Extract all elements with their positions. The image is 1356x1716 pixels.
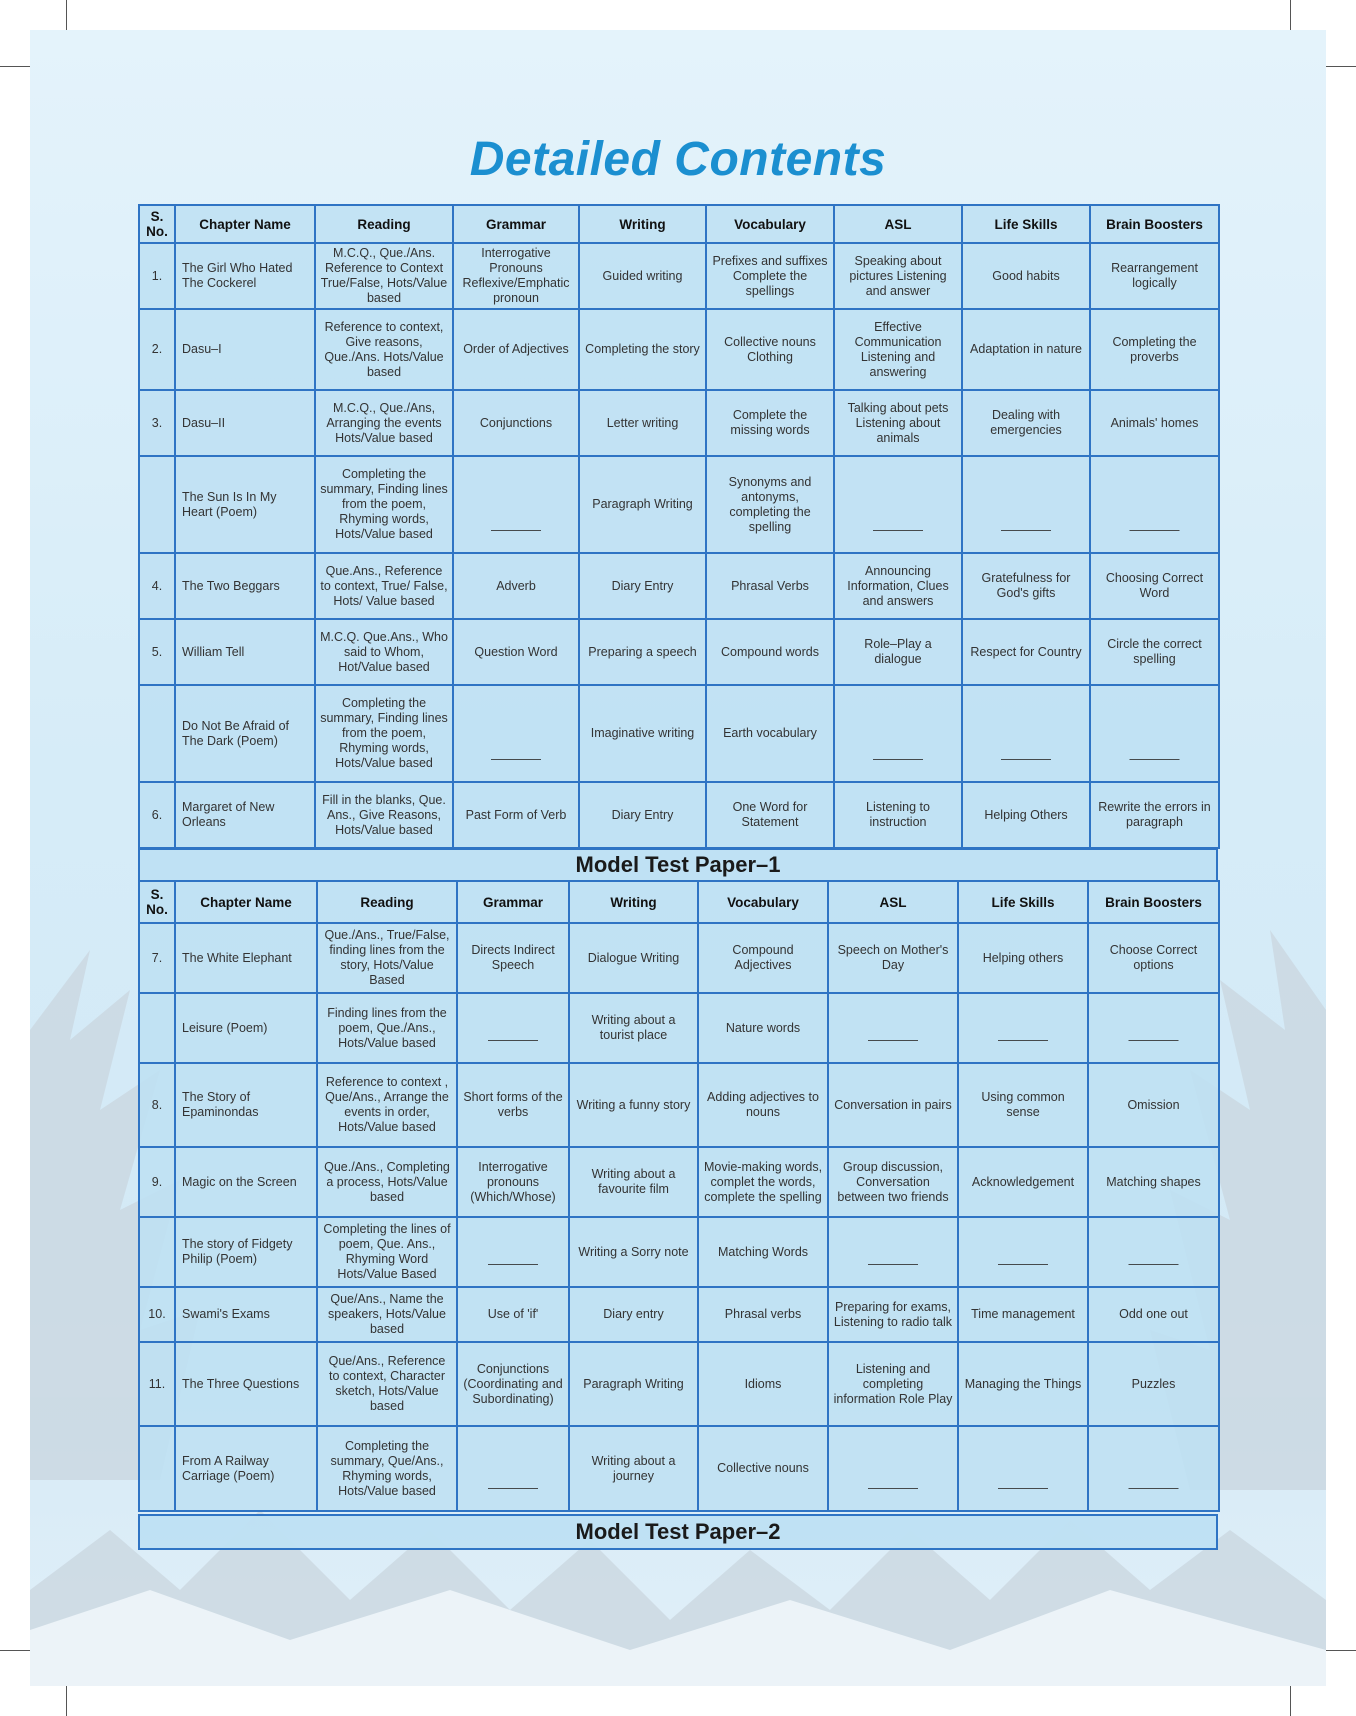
vocabulary-cell: Compound words (706, 619, 834, 685)
brain-boosters-cell: Odd one out (1088, 1287, 1219, 1342)
col-header-life-skills: Life Skills (962, 205, 1090, 243)
chapter-name: William Tell (175, 619, 315, 685)
vocabulary-cell: One Word for Statement (706, 782, 834, 848)
asl-cell: Group discussion, Conversation between two friends (828, 1147, 958, 1217)
col-header-chapter: Chapter Name (175, 881, 317, 923)
col-header-writing: Writing (579, 205, 706, 243)
grammar-cell: ———— (457, 1217, 569, 1287)
grammar-cell: ———— (453, 685, 579, 782)
vocabulary-cell: Complete the missing words (706, 390, 834, 456)
life-skills-cell: Acknowledgement (958, 1147, 1088, 1217)
asl-cell: ———— (828, 1217, 958, 1287)
col-header-writing: Writing (569, 881, 698, 923)
reading-cell: Que./Ans., True/False, finding lines from the story, Hots/Value Based (317, 923, 457, 993)
vocabulary-cell: Phrasal verbs (698, 1287, 828, 1342)
reading-cell: M.C.Q., Que./Ans, Arranging the events Hots/Value based (315, 390, 453, 456)
table-row (139, 390, 1219, 456)
reading-cell: Completing the summary, Finding lines from the poem, Rhyming words, Hots/Value based (315, 685, 453, 782)
model-test-paper-2: Model Test Paper–2 (138, 1514, 1218, 1550)
brain-boosters-cell: Choose Correct options (1088, 923, 1219, 993)
asl-cell: Talking about pets Listening about animals (834, 390, 962, 456)
vocabulary-cell: Collective nouns Clothing (706, 309, 834, 390)
table-row (139, 309, 1219, 390)
grammar-cell: ———— (457, 993, 569, 1063)
table-row (139, 923, 1219, 993)
writing-cell: Imaginative writing (579, 685, 706, 782)
chapter-name: From A Railway Carriage (Poem) (175, 1426, 317, 1511)
grammar-cell: Order of Adjectives (453, 309, 579, 390)
serial-number: 9. (139, 1147, 175, 1217)
table-row (139, 1342, 1219, 1426)
vocabulary-cell: Movie-making words, complet the words, complete the spelling (698, 1147, 828, 1217)
grammar-cell: Adverb (453, 553, 579, 619)
col-header-asl: ASL (834, 205, 962, 243)
vocabulary-cell: Adding adjectives to nouns (698, 1063, 828, 1147)
table-row (139, 243, 1219, 309)
writing-cell: Guided writing (579, 243, 706, 309)
col-header-reading: Reading (317, 881, 457, 923)
crop-mark (66, 1686, 67, 1716)
life-skills-cell: ———— (958, 1217, 1088, 1287)
contents-table-1 (138, 204, 1220, 849)
asl-cell: ———— (828, 993, 958, 1063)
chapter-name: Leisure (Poem) (175, 993, 317, 1063)
vocabulary-cell: Synonyms and antonyms, completing the spelling (706, 456, 834, 553)
asl-cell: Speaking about pictures Listening and answer (834, 243, 962, 309)
crop-mark (1326, 66, 1356, 67)
brain-boosters-cell: Animals' homes (1090, 390, 1219, 456)
col-header-chapter: Chapter Name (175, 205, 315, 243)
chapter-name: Dasu–II (175, 390, 315, 456)
writing-cell: Preparing a speech (579, 619, 706, 685)
serial-number: 2. (139, 309, 175, 390)
serial-number (139, 1217, 175, 1287)
chapter-name: The story of Fidgety Philip (Poem) (175, 1217, 317, 1287)
brain-boosters-cell: Circle the correct spelling (1090, 619, 1219, 685)
grammar-cell: Use of 'if' (457, 1287, 569, 1342)
grammar-cell: Interrogative pronouns (Which/Whose) (457, 1147, 569, 1217)
writing-cell: Diary Entry (579, 553, 706, 619)
brain-boosters-cell: ———— (1088, 1217, 1219, 1287)
grammar-cell: Directs Indirect Speech (457, 923, 569, 993)
writing-cell: Dialogue Writing (569, 923, 698, 993)
col-header-sno: S. No. (139, 881, 175, 923)
life-skills-cell: Good habits (962, 243, 1090, 309)
chapter-name: Do Not Be Afraid of The Dark (Poem) (175, 685, 315, 782)
serial-number: 4. (139, 553, 175, 619)
reading-cell: Fill in the blanks, Que. Ans., Give Reasons, Hots/Value based (315, 782, 453, 848)
grammar-cell: Question Word (453, 619, 579, 685)
col-header-life-skills: Life Skills (958, 881, 1088, 923)
vocabulary-cell: Idioms (698, 1342, 828, 1426)
brain-boosters-cell: ———— (1090, 685, 1219, 782)
reading-cell: Completing the summary, Finding lines from the poem, Rhyming words, Hots/Value based (315, 456, 453, 553)
asl-cell: Effective Communication Listening and answering (834, 309, 962, 390)
writing-cell: Completing the story (579, 309, 706, 390)
crop-mark (66, 0, 67, 30)
brain-boosters-cell: ———— (1090, 456, 1219, 553)
serial-number: 7. (139, 923, 175, 993)
serial-number: 8. (139, 1063, 175, 1147)
writing-cell: Writing about a tourist place (569, 993, 698, 1063)
serial-number: 11. (139, 1342, 175, 1426)
crop-mark (1326, 1650, 1356, 1651)
brain-boosters-cell: Rearrangement logically (1090, 243, 1219, 309)
vocabulary-cell: Prefixes and suffixes Complete the spellings (706, 243, 834, 309)
writing-cell: Writing a Sorry note (569, 1217, 698, 1287)
asl-cell: ———— (834, 456, 962, 553)
brain-boosters-cell: Choosing Correct Word (1090, 553, 1219, 619)
grammar-cell: Past Form of Verb (453, 782, 579, 848)
reading-cell: Que/Ans., Name the speakers, Hots/Value based (317, 1287, 457, 1342)
col-header-grammar: Grammar (457, 881, 569, 923)
contents-table-2 (138, 880, 1220, 1512)
grammar-cell: Interrogative Pronouns Reflexive/Emphatic pronoun (453, 243, 579, 309)
serial-number: 10. (139, 1287, 175, 1342)
asl-cell: ———— (834, 685, 962, 782)
vocabulary-cell: Nature words (698, 993, 828, 1063)
grammar-cell: ———— (453, 456, 579, 553)
chapter-name: The White Elephant (175, 923, 317, 993)
brain-boosters-cell: ———— (1088, 993, 1219, 1063)
chapter-name: Magic on the Screen (175, 1147, 317, 1217)
table-row (139, 553, 1219, 619)
table-row (139, 1426, 1219, 1511)
table-row (139, 782, 1219, 848)
chapter-name: The Two Beggars (175, 553, 315, 619)
vocabulary-cell: Earth vocabulary (706, 685, 834, 782)
life-skills-cell: ———— (962, 456, 1090, 553)
life-skills-cell: Helping others (958, 923, 1088, 993)
writing-cell: Letter writing (579, 390, 706, 456)
asl-cell: Speech on Mother's Day (828, 923, 958, 993)
reading-cell: Reference to context, Give reasons, Que./Ans. Hots/Value based (315, 309, 453, 390)
reading-cell: Que/Ans., Reference to context, Character sketch, Hots/Value based (317, 1342, 457, 1426)
model-test-paper-1: Model Test Paper–1 (138, 848, 1218, 882)
writing-cell: Paragraph Writing (569, 1342, 698, 1426)
table-row (139, 1217, 1219, 1287)
page-title: Detailed Contents (469, 133, 887, 186)
table-header-row (139, 205, 1219, 243)
writing-cell: Writing about a journey (569, 1426, 698, 1511)
life-skills-cell: Time management (958, 1287, 1088, 1342)
col-header-brain-boosters: Brain Boosters (1090, 205, 1219, 243)
chapter-name: The Story of Epaminondas (175, 1063, 317, 1147)
grammar-cell: Short forms of the verbs (457, 1063, 569, 1147)
table-row (139, 1287, 1219, 1342)
asl-cell: Announcing Information, Clues and answers (834, 553, 962, 619)
vocabulary-cell: Compound Adjectives (698, 923, 828, 993)
life-skills-cell: Helping Others (962, 782, 1090, 848)
asl-cell: Listening and completing information Role Play (828, 1342, 958, 1426)
table-row (139, 456, 1219, 553)
asl-cell: Conversation in pairs (828, 1063, 958, 1147)
asl-cell: Preparing for exams, Listening to radio talk (828, 1287, 958, 1342)
life-skills-cell: Using common sense (958, 1063, 1088, 1147)
reading-cell: M.C.Q. Que.Ans., Who said to Whom, Hot/Value based (315, 619, 453, 685)
table-row (139, 993, 1219, 1063)
vocabulary-cell: Phrasal Verbs (706, 553, 834, 619)
crop-mark (0, 1650, 30, 1651)
chapter-name: Margaret of New Orleans (175, 782, 315, 848)
life-skills-cell: ———— (958, 1426, 1088, 1511)
chapter-name: The Girl Who Hated The Cockerel (175, 243, 315, 309)
serial-number (139, 993, 175, 1063)
life-skills-cell: Gratefulness for God's gifts (962, 553, 1090, 619)
serial-number: 3. (139, 390, 175, 456)
writing-cell: Writing about a favourite film (569, 1147, 698, 1217)
vocabulary-cell: Matching Words (698, 1217, 828, 1287)
serial-number: 5. (139, 619, 175, 685)
life-skills-cell: Adaptation in nature (962, 309, 1090, 390)
brain-boosters-cell: Omission (1088, 1063, 1219, 1147)
serial-number (139, 1426, 175, 1511)
life-skills-cell: Managing the Things (958, 1342, 1088, 1426)
brain-boosters-cell: ———— (1088, 1426, 1219, 1511)
brain-boosters-cell: Matching shapes (1088, 1147, 1219, 1217)
col-header-vocabulary: Vocabulary (698, 881, 828, 923)
col-header-brain-boosters: Brain Boosters (1088, 881, 1219, 923)
life-skills-cell: ———— (958, 993, 1088, 1063)
writing-cell: Paragraph Writing (579, 456, 706, 553)
table-row (139, 685, 1219, 782)
crop-mark (1290, 1686, 1291, 1716)
serial-number: 1. (139, 243, 175, 309)
col-header-grammar: Grammar (453, 205, 579, 243)
serial-number (139, 456, 175, 553)
crop-mark (1290, 0, 1291, 30)
reading-cell: M.C.Q., Que./Ans. Reference to Context True/False, Hots/Value based (315, 243, 453, 309)
writing-cell: Diary entry (569, 1287, 698, 1342)
reading-cell: Que./Ans., Completing a process, Hots/Value based (317, 1147, 457, 1217)
asl-cell: ———— (828, 1426, 958, 1511)
brain-boosters-cell: Puzzles (1088, 1342, 1219, 1426)
serial-number (139, 685, 175, 782)
writing-cell: Diary Entry (579, 782, 706, 848)
brain-boosters-cell: Completing the proverbs (1090, 309, 1219, 390)
life-skills-cell: Dealing with emergencies (962, 390, 1090, 456)
life-skills-cell: ———— (962, 685, 1090, 782)
reading-cell: Reference to context , Que/Ans., Arrange the events in order, Hots/Value based (317, 1063, 457, 1147)
life-skills-cell: Respect for Country (962, 619, 1090, 685)
table-row (139, 1063, 1219, 1147)
chapter-name: Swami's Exams (175, 1287, 317, 1342)
table-row (139, 1147, 1219, 1217)
col-header-reading: Reading (315, 205, 453, 243)
reading-cell: Que.Ans., Reference to context, True/ False, Hots/ Value based (315, 553, 453, 619)
chapter-name: The Three Questions (175, 1342, 317, 1426)
table-header-row (139, 881, 1219, 923)
brain-boosters-cell: Rewrite the errors in paragraph (1090, 782, 1219, 848)
reading-cell: Completing the lines of poem, Que. Ans., Rhyming Word Hots/Value Based (317, 1217, 457, 1287)
writing-cell: Writing a funny story (569, 1063, 698, 1147)
chapter-name: Dasu–I (175, 309, 315, 390)
chapter-name: The Sun Is In My Heart (Poem) (175, 456, 315, 553)
reading-cell: Completing the summary, Que/Ans., Rhyming words, Hots/Value based (317, 1426, 457, 1511)
table-row (139, 619, 1219, 685)
serial-number: 6. (139, 782, 175, 848)
col-header-asl: ASL (828, 881, 958, 923)
grammar-cell: Conjunctions (Coordinating and Subordinating) (457, 1342, 569, 1426)
grammar-cell: Conjunctions (453, 390, 579, 456)
asl-cell: Role–Play a dialogue (834, 619, 962, 685)
col-header-vocabulary: Vocabulary (706, 205, 834, 243)
asl-cell: Listening to instruction (834, 782, 962, 848)
vocabulary-cell: Collective nouns (698, 1426, 828, 1511)
col-header-sno: S. No. (139, 205, 175, 243)
reading-cell: Finding lines from the poem, Que./Ans., Hots/Value based (317, 993, 457, 1063)
crop-mark (0, 66, 30, 67)
grammar-cell: ———— (457, 1426, 569, 1511)
